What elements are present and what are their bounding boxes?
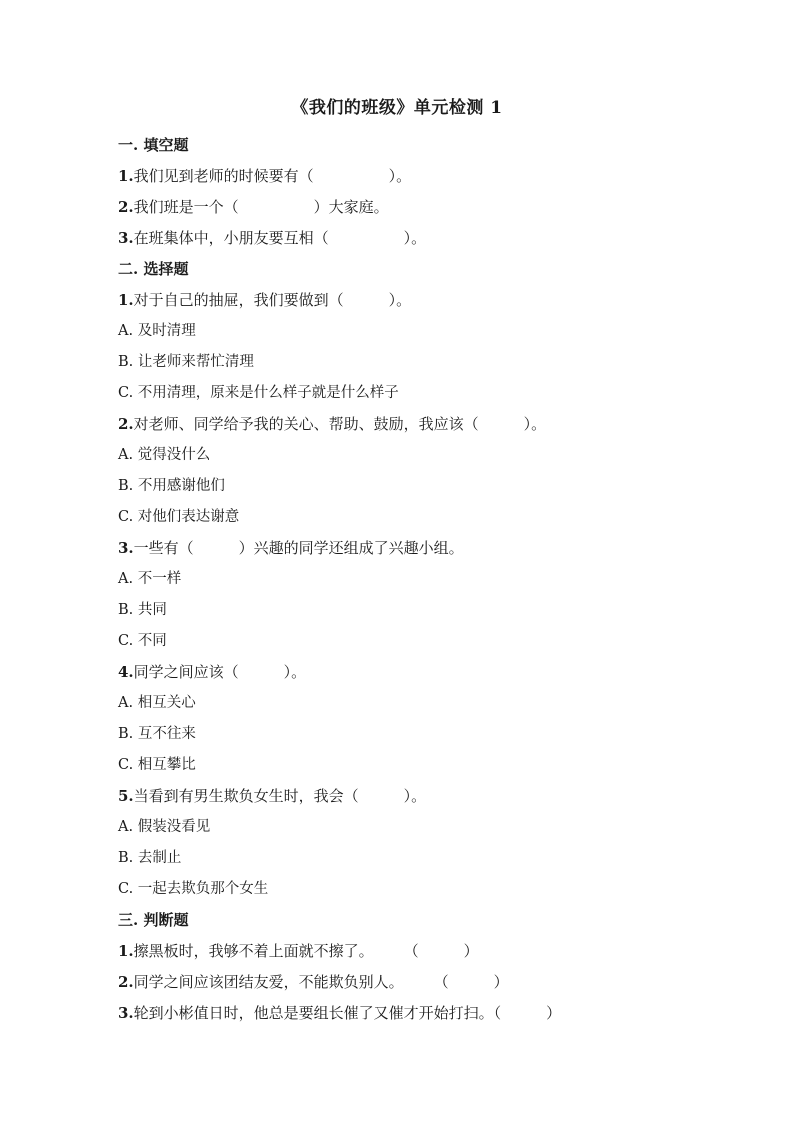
question-number: 2. bbox=[118, 415, 134, 433]
question-text: 对于自己的抽屉，我们要做到（ ）。 bbox=[133, 291, 412, 309]
option-a: A. 觉得没什么 bbox=[118, 447, 211, 463]
option-c: C. 一起去欺负那个女生 bbox=[118, 881, 269, 897]
question-choice-4 bbox=[118, 657, 794, 688]
option-c: C. 相互攀比 bbox=[118, 757, 196, 773]
question-choice-5 bbox=[118, 781, 794, 812]
option-a: A. 相互关心 bbox=[118, 695, 196, 711]
question-number: 3. bbox=[118, 1004, 134, 1022]
option-b: B. 不用感谢他们 bbox=[118, 478, 225, 494]
question-number: 3. bbox=[118, 229, 134, 247]
question-number: 2. bbox=[118, 973, 134, 991]
option-a: A. 及时清理 bbox=[118, 323, 196, 339]
question-text: 擦黑板时，我够不着上面就不擦了。 （ ） bbox=[133, 942, 479, 960]
question-number: 1. bbox=[118, 291, 134, 309]
question-judge-3 bbox=[118, 998, 794, 1029]
option-b: B. 互不往来 bbox=[118, 726, 196, 742]
question-judge-1 bbox=[118, 936, 794, 967]
option-a: A. 假装没看见 bbox=[118, 819, 211, 835]
question-number: 2. bbox=[118, 198, 134, 216]
question-number: 1. bbox=[118, 942, 134, 960]
question-text: 在班集体中，小朋友要互相（ ）。 bbox=[133, 229, 427, 247]
option-c: C. 对他们表达谢意 bbox=[118, 509, 240, 525]
question-judge-2 bbox=[118, 967, 794, 998]
option-a: A. 不一样 bbox=[118, 571, 182, 587]
question-text: 我们见到老师的时候要有（ ）。 bbox=[133, 167, 412, 185]
question-fill-3 bbox=[118, 223, 794, 254]
question-number: 3. bbox=[118, 539, 134, 557]
question-text: 同学之间应该团结友爱，不能欺负别人。 （ ） bbox=[133, 973, 509, 991]
question-fill-1 bbox=[118, 161, 794, 192]
section-heading-multiple-choice: 二. 选择题 bbox=[118, 260, 189, 278]
question-number: 5. bbox=[118, 787, 134, 805]
question-text: 轮到小彬值日时，他总是要组长催了又催才开始打扫。（ ） bbox=[133, 1004, 562, 1022]
option-b: B. 去制止 bbox=[118, 850, 182, 866]
question-text: 当看到有男生欺负女生时，我会（ ）。 bbox=[133, 787, 427, 805]
option-c: C. 不用清理，原来是什么样子就是什么样子 bbox=[118, 385, 399, 401]
question-choice-2 bbox=[118, 409, 794, 440]
question-text: 一些有（ ）兴趣的同学还组成了兴趣小组。 bbox=[133, 539, 464, 557]
question-choice-1 bbox=[118, 285, 794, 316]
question-choice-3 bbox=[118, 533, 794, 564]
question-number: 1. bbox=[118, 167, 134, 185]
option-b: B. 让老师来帮忙清理 bbox=[118, 354, 254, 370]
question-text: 对老师、同学给予我的关心、帮助、鼓励，我应该（ ）。 bbox=[133, 415, 547, 433]
question-fill-2 bbox=[118, 192, 794, 223]
option-c: C. 不同 bbox=[118, 633, 167, 649]
option-b: B. 共同 bbox=[118, 602, 167, 618]
section-heading-fill-in: 一. 填空题 bbox=[118, 136, 189, 154]
section-heading-true-false: 三. 判断题 bbox=[118, 911, 189, 929]
question-text: 我们班是一个（ ）大家庭。 bbox=[133, 198, 389, 216]
question-number: 4. bbox=[118, 663, 134, 681]
question-text: 同学之间应该（ ）。 bbox=[133, 663, 307, 681]
document-title: 《我们的班级》单元检测 1 bbox=[291, 98, 503, 118]
